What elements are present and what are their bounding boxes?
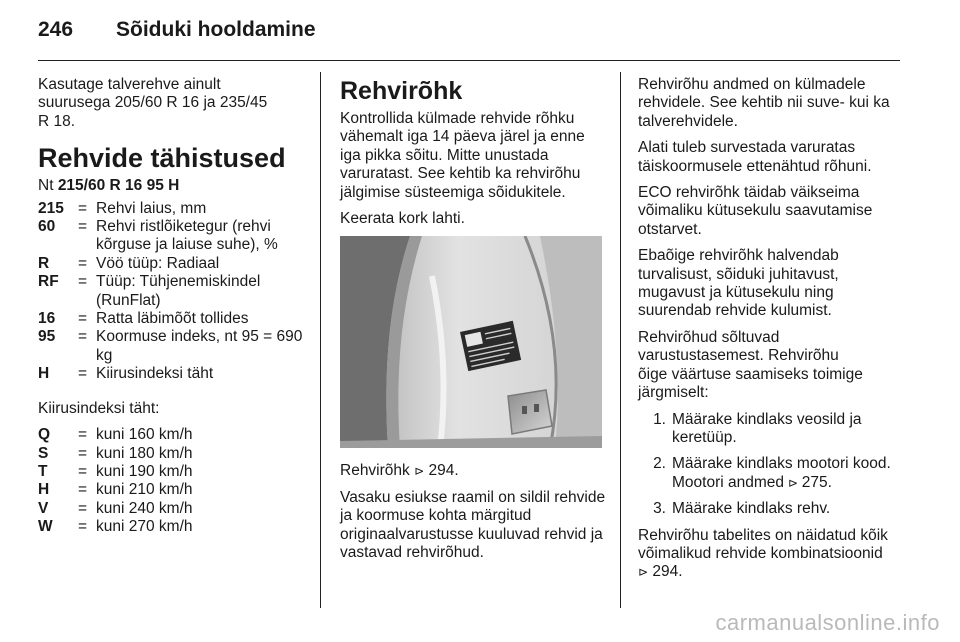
step-item bbox=[638, 455, 904, 492]
step-number: 3. bbox=[653, 500, 666, 518]
door-frame-illustration bbox=[340, 236, 602, 448]
code-list bbox=[38, 200, 308, 384]
step-text: Määrake kindlaks rehv. bbox=[672, 500, 831, 518]
info-paragraph-6-text: Rehvirõhu tabelites on näidatud kõik võimalikud rehvide kombinatsioonid bbox=[638, 526, 888, 562]
speed-key: H bbox=[38, 481, 50, 499]
cross-reference-icon: ⊳ bbox=[638, 565, 649, 580]
code-value: Koormuse indeks, nt 95 = 690 kg bbox=[96, 328, 303, 364]
code-key: 95 bbox=[38, 328, 56, 346]
speed-row bbox=[38, 500, 308, 518]
code-separator: = bbox=[78, 328, 88, 346]
code-key: 215 bbox=[38, 199, 64, 217]
section-heading-tire-markings: Rehvide tähistused bbox=[38, 143, 286, 174]
speed-separator: = bbox=[78, 426, 88, 444]
cross-reference-icon: ⊳ bbox=[784, 475, 802, 490]
spec-example bbox=[38, 177, 308, 195]
code-value: Tüüp: Tühjenemiskindel (RunFlat) bbox=[96, 273, 261, 309]
code-row bbox=[38, 218, 308, 255]
speed-list bbox=[38, 426, 308, 536]
speed-value: kuni 180 km/h bbox=[96, 444, 193, 462]
code-separator: = bbox=[78, 273, 88, 291]
code-value: Rehvi ristlõiketegur (rehvi kõrguse ja laiuse suhe), % bbox=[96, 218, 278, 254]
speed-key: V bbox=[38, 499, 49, 517]
door-frame-label-photo bbox=[340, 236, 602, 448]
speed-separator: = bbox=[78, 444, 88, 462]
code-separator: = bbox=[78, 199, 88, 217]
pressure-paragraph-3: Vasaku esiukse raamil on sildil rehvide ja koormuse kohta märgitud originaalvarustusse kuuluvad rehvid ja vastavad rehvirõhud. bbox=[340, 488, 606, 562]
info-paragraph-1: Rehvirõhu andmed on külmadele rehvidele. See kehtib nii suve- kui ka talverehvidele. bbox=[638, 76, 890, 130]
code-row bbox=[38, 310, 308, 328]
code-row bbox=[38, 365, 308, 383]
code-key: R bbox=[38, 254, 50, 272]
step-text: Määrake kindlaks veosild ja keretüüp. bbox=[672, 410, 862, 446]
caption-text: Rehvirõhk bbox=[340, 462, 410, 480]
speed-value: kuni 210 km/h bbox=[96, 481, 193, 499]
code-separator: = bbox=[78, 310, 88, 328]
header-rule bbox=[38, 60, 900, 61]
step-text-wrap bbox=[672, 411, 904, 448]
step-text-wrap bbox=[672, 500, 904, 518]
speed-key: T bbox=[38, 462, 48, 480]
page-number: 246 bbox=[38, 18, 74, 41]
column-divider-2 bbox=[620, 72, 621, 608]
code-key: H bbox=[38, 365, 50, 383]
code-row bbox=[38, 273, 308, 310]
speed-row bbox=[38, 426, 308, 444]
info-paragraph-2: Alati tuleb survestada varuratas täiskoormusele ettenähtud rõhuni. bbox=[638, 139, 872, 175]
code-separator: = bbox=[78, 254, 88, 272]
speed-value: kuni 270 km/h bbox=[96, 518, 193, 536]
step-number: 1. bbox=[653, 410, 666, 428]
speed-separator: = bbox=[78, 462, 88, 480]
info-paragraph-6 bbox=[638, 527, 904, 582]
chapter-title: Sõiduki hooldamine bbox=[116, 18, 316, 41]
code-value: Rehvi laius, mm bbox=[96, 199, 207, 217]
page-header bbox=[38, 18, 316, 48]
pressure-paragraph-1: Kontrollida külmade rehvide rõhku vähemalt iga 14 päeva järel ja enne iga pikka sõitu. Mitte unustada varuratast. See kehtib ka rehvirõhu jälgimise süsteemiga sõidukitele. bbox=[340, 110, 585, 201]
code-value: Vöö tüüp: Radiaal bbox=[96, 254, 220, 272]
info-paragraph-4: Ebaõige rehvirõhk halvendab turvalisust, sõiduki juhitavust, mugavust ja kütusekulu ning suurendab rehvide kulumist. bbox=[638, 247, 839, 320]
speed-row bbox=[38, 445, 308, 463]
step-text-wrap bbox=[672, 455, 904, 492]
spec-value: 215/60 R 16 95 H bbox=[57, 177, 180, 195]
spec-prefix: Nt bbox=[38, 177, 54, 195]
code-key: 16 bbox=[38, 310, 56, 328]
speed-row bbox=[38, 481, 308, 499]
code-separator: = bbox=[78, 218, 88, 236]
speed-separator: = bbox=[78, 481, 88, 499]
step-text: Määrake kindlaks mootori kood. Mootori andmed bbox=[672, 455, 891, 491]
speed-key: W bbox=[38, 518, 53, 536]
info-paragraph-3: ECO rehvirõhk täidab väikseima võimaliku kütusekulu saavutamise otstarvet. bbox=[638, 184, 873, 238]
code-key: 60 bbox=[38, 218, 56, 236]
code-separator: = bbox=[78, 365, 88, 383]
speed-separator: = bbox=[78, 518, 88, 536]
speed-value: kuni 160 km/h bbox=[96, 426, 193, 444]
code-row bbox=[38, 200, 308, 218]
intro-paragraph: Kasutage talverehve ainult suurusega 205/60 R 16 ja 235/45 R 18. bbox=[38, 76, 268, 130]
info-page-ref[interactable]: 294. bbox=[652, 563, 683, 581]
speed-separator: = bbox=[78, 499, 88, 517]
cross-reference-icon: ⊳ bbox=[414, 464, 425, 479]
column-2 bbox=[340, 76, 606, 570]
code-row bbox=[38, 255, 308, 273]
speed-key: Q bbox=[38, 426, 51, 444]
speed-value: kuni 240 km/h bbox=[96, 499, 193, 517]
column-1 bbox=[38, 76, 308, 553]
section-heading-tire-pressure: Rehvirõhk bbox=[340, 77, 463, 105]
watermark: carmanualsonline.info bbox=[715, 610, 940, 635]
column-3 bbox=[638, 76, 904, 590]
step-item bbox=[638, 500, 904, 518]
speed-key: S bbox=[38, 444, 49, 462]
speed-index-intro: Kiirusindeksi täht: bbox=[38, 399, 160, 417]
speed-row bbox=[38, 463, 308, 481]
pressure-paragraph-2: Keerata kork lahti. bbox=[340, 210, 465, 228]
column-divider-1 bbox=[320, 72, 321, 608]
info-paragraph-5: Rehvirõhud sõltuvad varustustasemest. Rehvirõhu õige väärtuse saamiseks toimige järgmiselt: bbox=[638, 328, 863, 402]
speed-row bbox=[38, 518, 308, 536]
step-number: 2. bbox=[653, 455, 666, 473]
step-item bbox=[638, 411, 904, 448]
code-value: Ratta läbimõõt tollides bbox=[96, 310, 249, 328]
code-row bbox=[38, 328, 308, 365]
caption-page-ref[interactable]: 294. bbox=[428, 462, 459, 480]
speed-value: kuni 190 km/h bbox=[96, 462, 193, 480]
code-key: RF bbox=[38, 273, 59, 291]
figure-caption bbox=[340, 462, 606, 480]
code-value: Kiirusindeksi täht bbox=[96, 365, 214, 383]
step-page-ref[interactable]: 275. bbox=[801, 473, 832, 491]
steps-list bbox=[638, 411, 904, 519]
